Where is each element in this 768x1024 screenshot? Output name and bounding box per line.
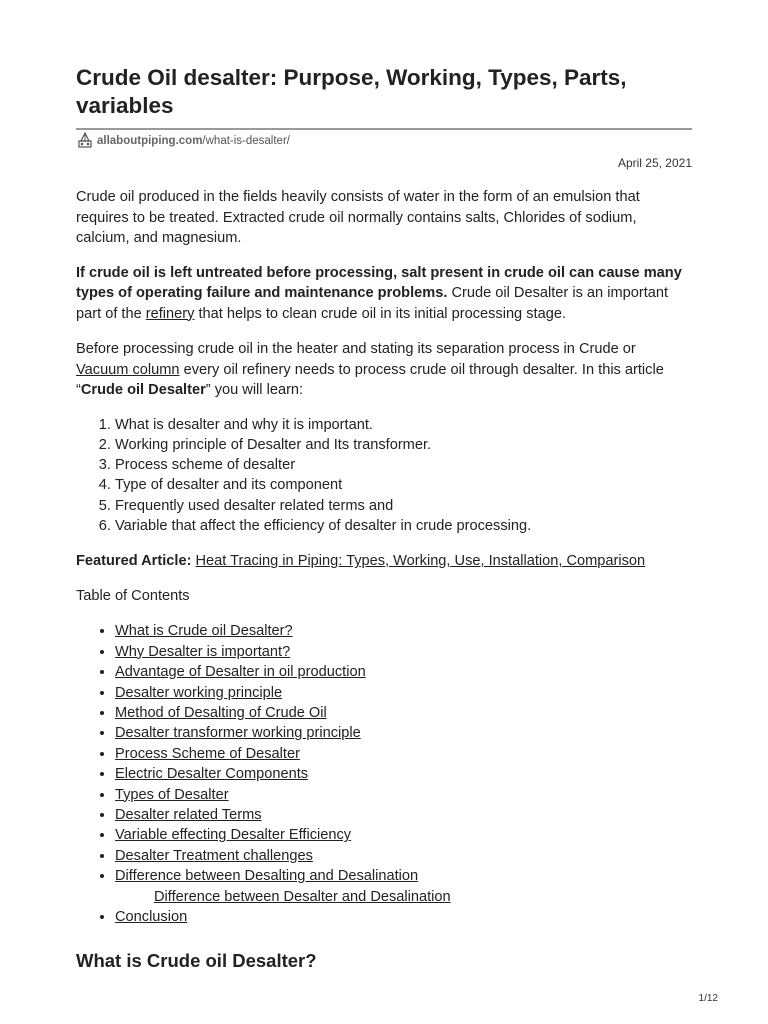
section-heading: What is Crude oil Desalter? <box>76 950 317 972</box>
toc-item <box>115 621 692 641</box>
toc-item <box>115 805 692 825</box>
salt-text-a: Crude oil Desalter is an important part of the <box>76 285 669 322</box>
toc-item <box>115 703 692 723</box>
list-item: 2. Working principle of Desalter and Its transformer. <box>115 435 692 455</box>
featured-label: Featured Article: <box>76 553 192 570</box>
learn-text-c: ” you will learn: <box>205 382 304 398</box>
salt-paragraph <box>76 263 692 325</box>
toc-item <box>115 744 692 764</box>
page-number: 1/12 <box>698 993 718 1004</box>
toc-item <box>115 846 692 866</box>
toc-title: Table of Contents <box>76 588 190 605</box>
table-of-contents <box>76 621 692 927</box>
site-logo-icon <box>76 132 94 150</box>
toc-link[interactable]: Types of Desalter <box>115 786 229 803</box>
toc-link[interactable]: Electric Desalter Components <box>115 766 309 783</box>
toc-item <box>115 866 692 886</box>
list-item: 1. What is desalter and why it is important. <box>115 415 692 435</box>
article <box>76 64 692 973</box>
toc-link[interactable]: Process Scheme of Desalter <box>115 745 300 762</box>
toc-item <box>115 825 692 845</box>
toc-item <box>115 642 692 662</box>
toc-link[interactable]: Variable effecting Desalter Efficiency <box>115 827 352 844</box>
salt-text-b: that helps to clean crude oil in its initial processing stage. <box>194 305 566 322</box>
toc-link[interactable]: Desalter Treatment challenges <box>115 847 313 864</box>
refinery-link[interactable]: refinery <box>145 305 195 322</box>
toc-item <box>115 683 692 703</box>
list-item: 6. Variable that affect the efficiency of desalter in crude processing. <box>115 516 692 536</box>
title-divider <box>76 128 692 130</box>
source-path[interactable]: /what-is-desalter/ <box>202 135 290 147</box>
featured-article-link[interactable]: Heat Tracing in Piping: Types, Working, Use, Installation, Comparison <box>195 553 646 570</box>
toc-item <box>115 764 692 784</box>
toc-subitem <box>115 887 692 907</box>
source-line <box>76 133 692 149</box>
intro-paragraph: Crude oil produced in the fields heavily consists of water in the form of an emulsion that requires to be treated. Extracted crude oil normally contains salts, Chlorides of sodium, calcium, and magnesium. <box>76 189 640 246</box>
toc-link[interactable]: Desalter working principle <box>115 684 283 701</box>
toc-link[interactable]: Why Desalter is important? <box>115 643 291 660</box>
toc-item <box>115 785 692 805</box>
learn-bold: Crude oil Desalter <box>80 382 206 398</box>
toc-item <box>115 723 692 743</box>
toc-link[interactable]: What is Crude oil Desalter? <box>115 623 293 640</box>
toc-item <box>115 907 692 927</box>
toc-link[interactable]: Method of Desalting of Crude Oil <box>115 704 327 721</box>
toc-link[interactable]: Difference between Desalting and Desalination <box>115 868 419 885</box>
toc-link[interactable]: Desalter transformer working principle <box>115 725 361 742</box>
learn-intro-paragraph <box>76 339 692 401</box>
list-item: 4. Type of desalter and its component <box>115 475 692 495</box>
learn-list <box>76 415 692 537</box>
publish-date: April 25, 2021 <box>617 156 692 170</box>
salt-warning-bold: If crude oil is left untreated before processing, salt present in crude oil can cause many types of operating failure and maintenance problems. <box>76 264 682 301</box>
page-title: Crude Oil desalter: Purpose, Working, Types, Parts, variables <box>76 65 627 118</box>
learn-text-a: Before processing crude oil in the heater and stating its separation process in Crude or <box>76 341 636 357</box>
list-item: 5. Frequently used desalter related terms and <box>115 496 692 516</box>
learn-text-b: every oil refinery needs to process crude oil through desalter. In this article “ <box>76 361 664 398</box>
toc-item <box>115 662 692 682</box>
toc-link[interactable]: Conclusion <box>115 908 188 925</box>
featured-article <box>76 551 692 571</box>
toc-link[interactable]: Difference between Desalter and Desalination <box>154 888 451 905</box>
toc-link[interactable]: Desalter related Terms <box>115 806 262 823</box>
toc-link[interactable]: Advantage of Desalter in oil production <box>115 664 366 681</box>
list-item: 3. Process scheme of desalter <box>115 455 692 475</box>
vacuum-column-link[interactable]: Vacuum column <box>76 361 180 378</box>
source-host[interactable]: allaboutpiping.com <box>97 135 203 147</box>
